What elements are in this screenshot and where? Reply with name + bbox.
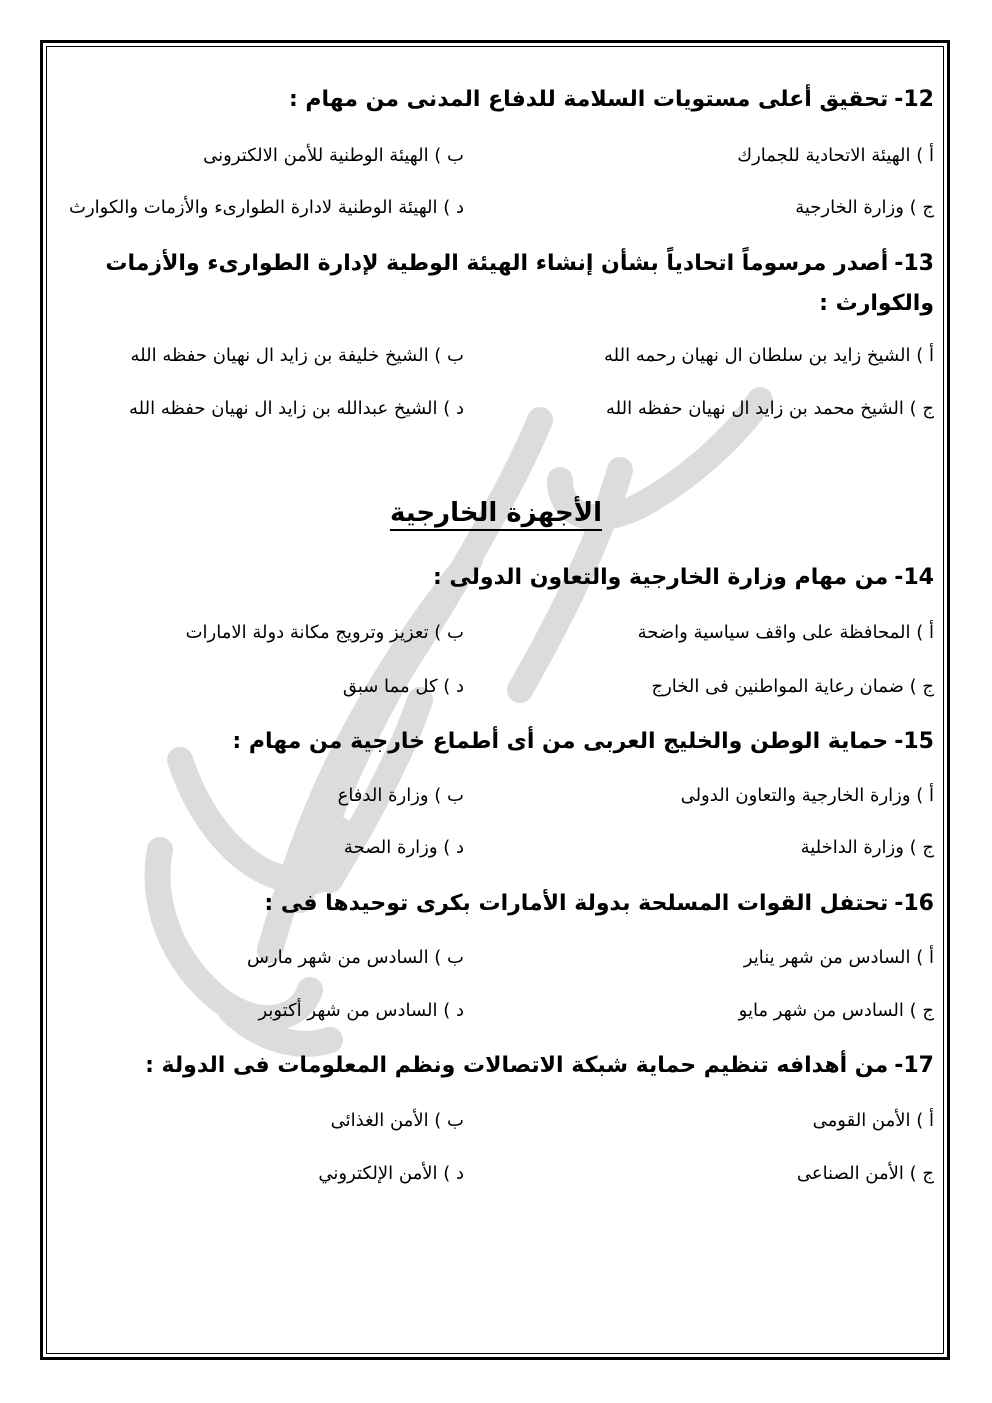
option-c: ج ) الأمن الصناعى <box>796 1163 934 1184</box>
option-b: ب ) الشيخ خليفة بن زايد ال نهيان حفظه الله <box>130 345 464 366</box>
question-12 <box>58 78 934 122</box>
question-text: من أهدافه تنظيم حماية شبكة الاتصالات ونظم المعلومات فى الدولة : <box>145 1053 889 1078</box>
question-17 <box>58 1044 934 1088</box>
option-a: أ ) المحافظة على واقف سياسية واضحة <box>637 622 934 643</box>
question-text: من مهام وزارة الخارجية والتعاون الدولى : <box>432 565 889 590</box>
section-heading: الأجهزة الخارجية <box>389 498 602 528</box>
question-text: تحقيق أعلى مستويات السلامة للدفاع المدنى من مهام : <box>288 87 889 112</box>
question-text: حماية الوطن والخليج العربى من أى أطماع خارجية من مهام : <box>232 729 889 754</box>
option-d: د ) وزارة الصحة <box>343 837 464 858</box>
option-c: ج ) الشيخ محمد بن زايد ال نهيان حفظه الله <box>606 398 934 419</box>
option-d: د ) الشيخ عبدالله بن زايد ال نهيان حفظه الله <box>129 398 464 419</box>
question-text: تحتفل القوات المسلحة بدولة الأمارات بكرى توحيدها فى : <box>264 891 889 916</box>
question-number: 17- <box>894 1053 934 1078</box>
question-number: 16- <box>894 891 934 916</box>
option-b: ب ) تعزيز وترويج مكانة دولة الامارات <box>185 622 464 643</box>
question-number: 12- <box>894 87 934 112</box>
question-13-continued <box>58 282 934 326</box>
option-b: ب ) الأمن الغذائى <box>330 1110 464 1131</box>
question-number: 14- <box>894 565 934 590</box>
option-c: ج ) وزارة الداخلية <box>800 837 934 858</box>
option-d: د ) كل مما سبق <box>342 676 464 697</box>
question-16 <box>58 882 934 926</box>
question-text: أصدر مرسوماً اتحادياً بشأن إنشاء الهيئة الوطية لإدارة الطوارىء والأزمات <box>105 251 889 276</box>
option-b: ب ) وزارة الدفاع <box>337 785 464 806</box>
option-a: أ ) الشيخ زايد بن سلطان ال نهيان رحمه الله <box>604 345 934 366</box>
option-a: أ ) السادس من شهر يناير <box>743 947 934 968</box>
option-c: ج ) السادس من شهر مايو <box>738 1000 934 1021</box>
question-number: 13- <box>894 251 934 276</box>
option-a: أ ) وزارة الخارجية والتعاون الدولى <box>680 785 934 806</box>
option-d: د ) الأمن الإلكتروني <box>318 1163 464 1184</box>
option-c: ج ) ضمان رعاية المواطنين فى الخارج <box>651 676 934 697</box>
option-b: ب ) السادس من شهر مارس <box>246 947 464 968</box>
question-text: والكوارث : <box>819 291 934 316</box>
option-a: أ ) الأمن القومى <box>812 1110 934 1131</box>
question-15 <box>58 720 934 764</box>
option-d: د ) الهيئة الوطنية لادارة الطوارىء والأزمات والكوارث <box>69 197 464 218</box>
question-number: 15- <box>894 729 934 754</box>
option-b: ب ) الهيئة الوطنية للأمن الالكترونى <box>203 145 464 166</box>
option-d: د ) السادس من شهر أكتوبر <box>258 1000 464 1021</box>
option-c: ج ) وزارة الخارجية <box>795 197 934 218</box>
question-13 <box>58 242 934 286</box>
question-14 <box>58 556 934 600</box>
option-a: أ ) الهيئة الاتحادية للجمارك <box>737 145 934 166</box>
